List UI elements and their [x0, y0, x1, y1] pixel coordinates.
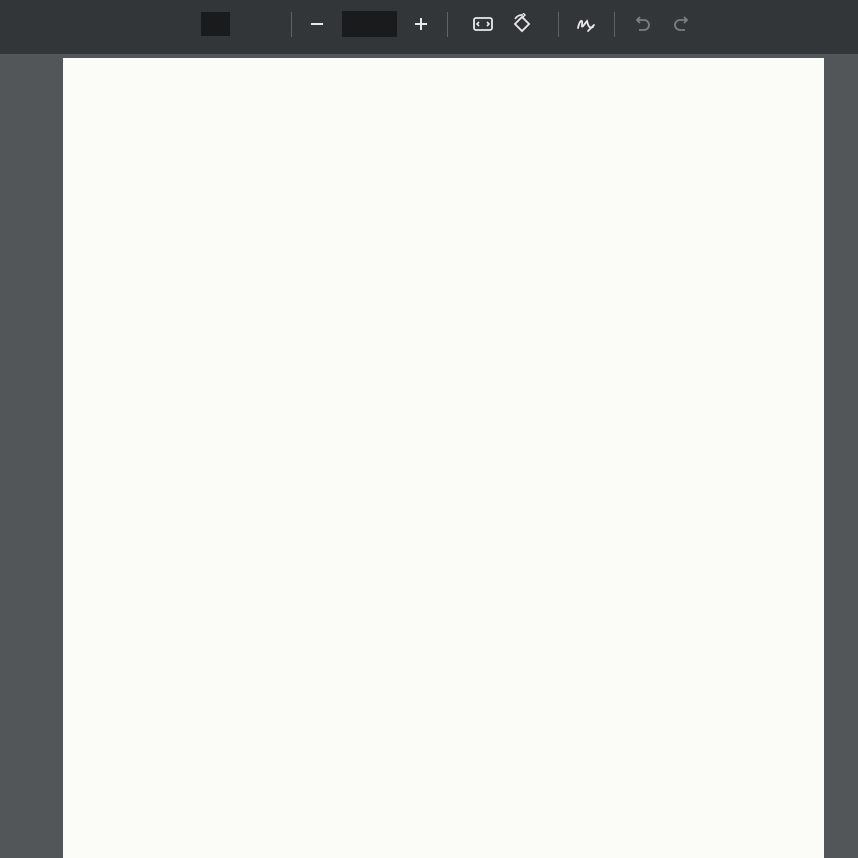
undo-icon — [633, 16, 651, 32]
toolbar-divider — [447, 12, 448, 37]
page-total — [233, 12, 269, 36]
toolbar-divider — [614, 12, 615, 37]
redo-icon — [673, 16, 691, 32]
fit-page-icon — [473, 16, 493, 32]
rotate-icon — [511, 13, 533, 35]
zoom-level-input[interactable] — [342, 11, 397, 37]
rotate-button[interactable] — [508, 10, 536, 38]
plus-icon — [414, 17, 428, 31]
redo-button[interactable] — [668, 10, 696, 38]
zoom-out-button[interactable] — [303, 10, 331, 38]
toolbar-divider — [291, 12, 292, 37]
zoom-in-button[interactable] — [407, 10, 435, 38]
annotate-button[interactable] — [572, 10, 600, 38]
toolbar-divider — [558, 12, 559, 37]
pdf-toolbar — [0, 0, 858, 54]
pdf-page — [63, 58, 824, 858]
page-number-input[interactable] — [201, 12, 230, 36]
minus-icon — [310, 17, 324, 31]
fit-to-page-button[interactable] — [469, 10, 497, 38]
table-grid — [63, 58, 824, 858]
undo-button[interactable] — [628, 10, 656, 38]
draw-icon — [575, 13, 597, 35]
